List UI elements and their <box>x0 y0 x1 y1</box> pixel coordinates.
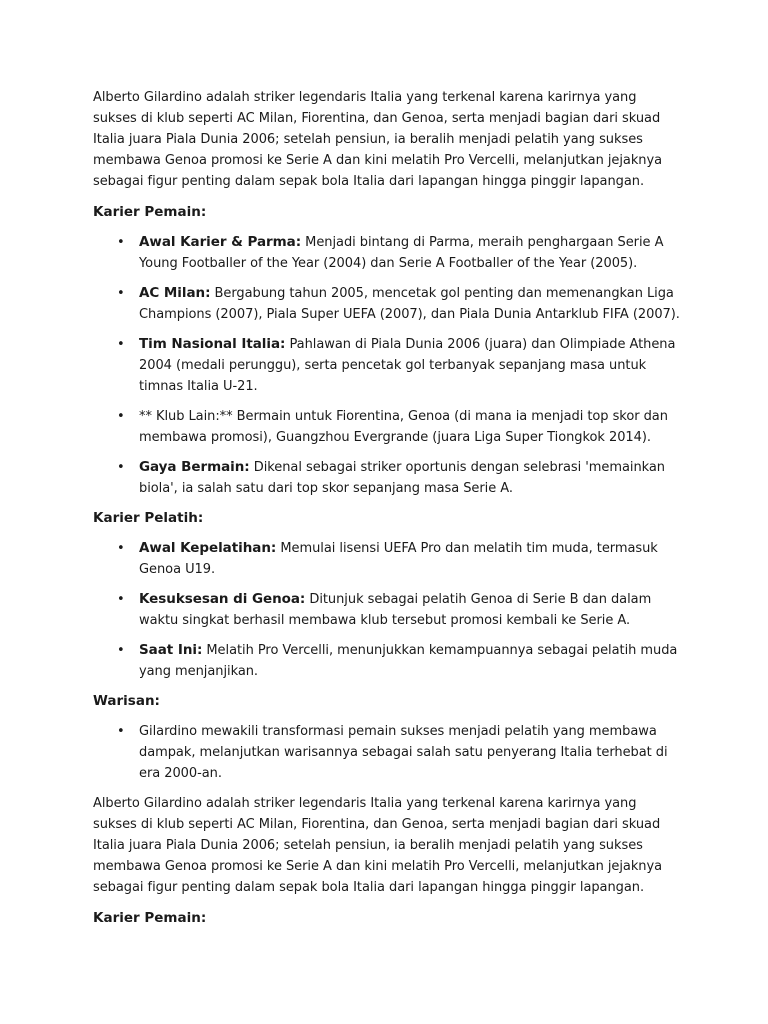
item-text: ** Klub Lain:** Bermain untuk Fiorentina, Genoa (di mana ia menjadi top skor dan membawa promosi), Guangzhou Evergrande (juara Liga Super Tiongkok 2014). <box>139 409 668 445</box>
list-item <box>93 232 683 274</box>
list-item <box>93 457 683 499</box>
bullet-icon: • <box>117 337 125 352</box>
bullet-icon: • <box>117 592 125 607</box>
heading-karier-pemain-repeat: Karier Pemain: <box>93 910 207 926</box>
intro-paragraph-repeat: Alberto Gilardino adalah striker legendaris Italia yang terkenal karena karirnya yang sukses di klub seperti AC Milan, Fiorentina, dan Genoa, serta menjadi bagian dari skuad Italia juara Piala Dunia 2006; setelah pensiun, ia beralih menjadi pelatih yang sukses membawa Genoa promosi ke Serie A dan kini melatih Pro Vercelli, melanjutkan jejaknya sebagai figur penting dalam sepak bola Italia dari lapangan hingga pinggir lapangan. <box>93 796 663 895</box>
list-item <box>93 721 683 784</box>
bullet-icon: • <box>117 643 125 658</box>
item-text: Bergabung tahun 2005, mencetak gol penting dan memenangkan Liga Champions (2007), Piala Super UEFA (2007), dan Piala Dunia Antarklub FIFA (2007). <box>139 286 680 322</box>
item-term: Saat Ini: <box>139 642 203 658</box>
intro-paragraph: Alberto Gilardino adalah striker legendaris Italia yang terkenal karena karirnya yang sukses di klub seperti AC Milan, Fiorentina, dan Genoa, serta menjadi bagian dari skuad Italia juara Piala Dunia 2006; setelah pensiun, ia beralih menjadi pelatih yang sukses membawa Genoa promosi ke Serie A dan kini melatih Pro Vercelli, melanjutkan jejaknya sebagai figur penting dalam sepak bola Italia dari lapangan hingga pinggir lapangan. <box>93 90 663 189</box>
list-item <box>93 406 683 448</box>
list-karier-pemain <box>93 232 683 499</box>
item-text: Menjadi bintang di Parma, meraih penghargaan Serie A Young Footballer of the Year (2004) dan Serie A Footballer of the Year (2005). <box>139 235 664 271</box>
list-item <box>93 283 683 325</box>
list-item <box>93 640 683 682</box>
item-text: Memulai lisensi UEFA Pro dan melatih tim muda, termasuk Genoa U19. <box>139 541 658 577</box>
item-term: Tim Nasional Italia: <box>139 336 286 352</box>
item-term: Kesuksesan di Genoa: <box>139 591 306 607</box>
item-text: Ditunjuk sebagai pelatih Genoa di Serie B dan dalam waktu singkat berhasil membawa klub tersebut promosi kembali ke Serie A. <box>139 592 652 628</box>
bullet-icon: • <box>117 286 125 301</box>
bullet-icon: • <box>117 724 125 739</box>
bullet-icon: • <box>117 235 125 250</box>
bullet-icon: • <box>117 460 125 475</box>
list-item <box>93 334 683 397</box>
heading-warisan: Warisan: <box>93 693 160 709</box>
heading-karier-pemain: Karier Pemain: <box>93 204 207 220</box>
item-term: Awal Kepelatihan: <box>139 540 277 556</box>
item-text: Pahlawan di Piala Dunia 2006 (juara) dan Olimpiade Athena 2004 (medali perunggu), serta pencetak gol terbanyak sepanjang masa untuk timnas Italia U-21. <box>139 337 676 394</box>
list-item <box>93 589 683 631</box>
list-karier-pelatih <box>93 538 683 682</box>
bullet-icon: • <box>117 541 125 556</box>
heading-karier-pelatih: Karier Pelatih: <box>93 510 204 526</box>
document-page <box>93 87 683 938</box>
item-term: Awal Karier & Parma: <box>139 234 302 250</box>
item-term: AC Milan: <box>139 285 211 301</box>
item-term: Gaya Bermain: <box>139 459 250 475</box>
list-item <box>93 538 683 580</box>
bullet-icon: • <box>117 409 125 424</box>
item-text: Melatih Pro Vercelli, menunjukkan kemampuannya sebagai pelatih muda yang menjanjikan. <box>139 643 678 679</box>
item-text: Dikenal sebagai striker oportunis dengan selebrasi 'memainkan biola', ia salah satu dari top skor sepanjang masa Serie A. <box>139 460 666 496</box>
list-warisan <box>93 721 683 784</box>
item-text: Gilardino mewakili transformasi pemain sukses menjadi pelatih yang membawa dampak, melanjutkan warisannya sebagai salah satu penyerang Italia terhebat di era 2000-an. <box>139 724 668 781</box>
